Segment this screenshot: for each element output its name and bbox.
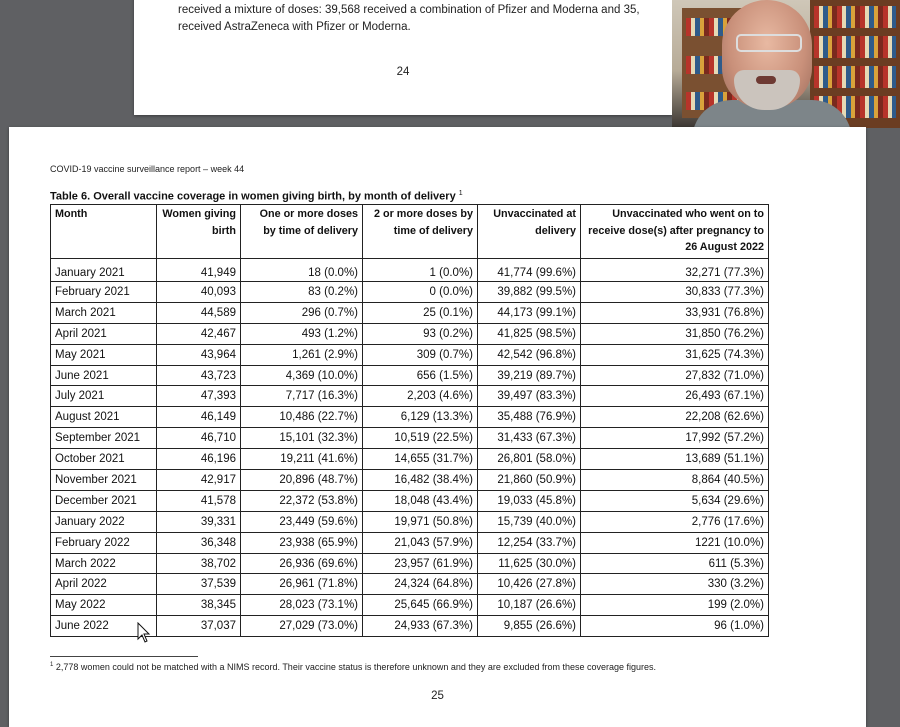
previous-page	[134, 0, 672, 115]
value-cell: 46,710	[157, 428, 241, 449]
value-cell: 41,774 (99.6%)	[478, 259, 581, 282]
value-cell: 27,832 (71.0%)	[581, 365, 769, 386]
value-cell: 38,702	[157, 553, 241, 574]
value-cell: 21,043 (57.9%)	[363, 532, 478, 553]
month-cell: November 2021	[51, 470, 157, 491]
value-cell: 26,936 (69.6%)	[241, 553, 363, 574]
value-cell: 33,931 (76.8%)	[581, 302, 769, 323]
value-cell: 43,723	[157, 365, 241, 386]
value-cell: 39,331	[157, 511, 241, 532]
value-cell: 42,467	[157, 323, 241, 344]
table-row	[51, 344, 769, 365]
value-cell: 10,426 (27.8%)	[478, 574, 581, 595]
value-cell: 44,173 (99.1%)	[478, 302, 581, 323]
value-cell: 42,542 (96.8%)	[478, 344, 581, 365]
previous-page-text-line: received a mixture of doses: 39,568 received a combination of Pfizer and Moderna and 35,	[178, 4, 640, 16]
table-row	[51, 595, 769, 616]
value-cell: 19,033 (45.8%)	[478, 490, 581, 511]
value-cell: 46,149	[157, 407, 241, 428]
value-cell: 47,393	[157, 386, 241, 407]
value-cell: 27,029 (73.0%)	[241, 616, 363, 637]
footnote	[50, 662, 656, 672]
month-cell: April 2021	[51, 323, 157, 344]
value-cell: 15,739 (40.0%)	[478, 511, 581, 532]
value-cell: 22,208 (62.6%)	[581, 407, 769, 428]
table-title	[50, 190, 463, 203]
value-cell: 1,261 (2.9%)	[241, 344, 363, 365]
table-row	[51, 282, 769, 303]
value-cell: 199 (2.0%)	[581, 595, 769, 616]
value-cell: 18 (0.0%)	[241, 259, 363, 282]
month-cell: January 2021	[51, 259, 157, 282]
mouse-cursor-icon	[137, 622, 151, 644]
month-cell: March 2022	[51, 553, 157, 574]
table-row	[51, 407, 769, 428]
month-cell: October 2021	[51, 449, 157, 470]
column-header: Women giving birth	[157, 205, 241, 259]
table-row	[51, 259, 769, 282]
value-cell: 40,093	[157, 282, 241, 303]
month-cell: February 2021	[51, 282, 157, 303]
webcam-overlay	[672, 0, 900, 128]
value-cell: 309 (0.7%)	[363, 344, 478, 365]
value-cell: 330 (3.2%)	[581, 574, 769, 595]
previous-page-text-line: received AstraZeneca with Pfizer or Moderna.	[178, 21, 411, 33]
value-cell: 18,048 (43.4%)	[363, 490, 478, 511]
value-cell: 37,037	[157, 616, 241, 637]
value-cell: 8,864 (40.5%)	[581, 470, 769, 491]
table-row	[51, 490, 769, 511]
column-header: Unvaccinated who went on to receive dose(s) after pregnancy to 26 August 2022	[581, 205, 769, 259]
column-header: Unvaccinated at delivery	[478, 205, 581, 259]
table-row	[51, 553, 769, 574]
value-cell: 32,271 (77.3%)	[581, 259, 769, 282]
month-cell: March 2021	[51, 302, 157, 323]
value-cell: 35,488 (76.9%)	[478, 407, 581, 428]
value-cell: 0 (0.0%)	[363, 282, 478, 303]
value-cell: 15,101 (32.3%)	[241, 428, 363, 449]
value-cell: 39,219 (89.7%)	[478, 365, 581, 386]
value-cell: 11,625 (30.0%)	[478, 553, 581, 574]
value-cell: 2,776 (17.6%)	[581, 511, 769, 532]
value-cell: 1 (0.0%)	[363, 259, 478, 282]
month-cell: July 2021	[51, 386, 157, 407]
value-cell: 25,645 (66.9%)	[363, 595, 478, 616]
footnote-divider	[50, 656, 198, 657]
value-cell: 6,129 (13.3%)	[363, 407, 478, 428]
footnote-marker: 1	[50, 662, 54, 668]
value-cell: 296 (0.7%)	[241, 302, 363, 323]
value-cell: 36,348	[157, 532, 241, 553]
value-cell: 38,345	[157, 595, 241, 616]
value-cell: 20,896 (48.7%)	[241, 470, 363, 491]
table-row	[51, 323, 769, 344]
value-cell: 2,203 (4.6%)	[363, 386, 478, 407]
value-cell: 4,369 (10.0%)	[241, 365, 363, 386]
month-cell: February 2022	[51, 532, 157, 553]
value-cell: 19,211 (41.6%)	[241, 449, 363, 470]
value-cell: 493 (1.2%)	[241, 323, 363, 344]
column-header: Month	[51, 205, 157, 259]
month-cell: May 2021	[51, 344, 157, 365]
value-cell: 39,882 (99.5%)	[478, 282, 581, 303]
value-cell: 611 (5.3%)	[581, 553, 769, 574]
month-cell: June 2021	[51, 365, 157, 386]
value-cell: 46,196	[157, 449, 241, 470]
value-cell: 96 (1.0%)	[581, 616, 769, 637]
value-cell: 31,625 (74.3%)	[581, 344, 769, 365]
table-row	[51, 302, 769, 323]
value-cell: 9,855 (26.6%)	[478, 616, 581, 637]
column-header: One or more doses by time of delivery	[241, 205, 363, 259]
value-cell: 656 (1.5%)	[363, 365, 478, 386]
value-cell: 23,449 (59.6%)	[241, 511, 363, 532]
month-cell: June 2022	[51, 616, 157, 637]
previous-page-number: 24	[396, 66, 410, 78]
value-cell: 26,801 (58.0%)	[478, 449, 581, 470]
value-cell: 14,655 (31.7%)	[363, 449, 478, 470]
value-cell: 83 (0.2%)	[241, 282, 363, 303]
month-cell: September 2021	[51, 428, 157, 449]
month-cell: May 2022	[51, 595, 157, 616]
value-cell: 41,578	[157, 490, 241, 511]
value-cell: 31,850 (76.2%)	[581, 323, 769, 344]
report-header: COVID-19 vaccine surveillance report – week 44	[50, 164, 245, 174]
value-cell: 93 (0.2%)	[363, 323, 478, 344]
table-body	[51, 259, 769, 637]
vaccine-coverage-table	[50, 204, 769, 637]
value-cell: 28,023 (73.1%)	[241, 595, 363, 616]
value-cell: 23,957 (61.9%)	[363, 553, 478, 574]
month-cell: December 2021	[51, 490, 157, 511]
table-row	[51, 449, 769, 470]
footnote-marker: 1	[458, 190, 463, 197]
table-title-text: Table 6. Overall vaccine coverage in women giving birth, by month of delivery	[50, 190, 456, 203]
presenter-glasses	[736, 34, 802, 52]
value-cell: 43,964	[157, 344, 241, 365]
value-cell: 12,254 (33.7%)	[478, 532, 581, 553]
table-row	[51, 428, 769, 449]
page-number: 25	[431, 690, 444, 702]
table-row	[51, 511, 769, 532]
value-cell: 21,860 (50.9%)	[478, 470, 581, 491]
value-cell: 37,539	[157, 574, 241, 595]
table-row	[51, 386, 769, 407]
column-header: 2 or more doses by time of delivery	[363, 205, 478, 259]
table-header-row	[51, 205, 769, 259]
table-row	[51, 574, 769, 595]
value-cell: 26,493 (67.1%)	[581, 386, 769, 407]
value-cell: 19,971 (50.8%)	[363, 511, 478, 532]
value-cell: 25 (0.1%)	[363, 302, 478, 323]
value-cell: 5,634 (29.6%)	[581, 490, 769, 511]
value-cell: 41,949	[157, 259, 241, 282]
month-cell: January 2022	[51, 511, 157, 532]
value-cell: 23,938 (65.9%)	[241, 532, 363, 553]
value-cell: 39,497 (83.3%)	[478, 386, 581, 407]
value-cell: 24,324 (64.8%)	[363, 574, 478, 595]
value-cell: 10,187 (26.6%)	[478, 595, 581, 616]
value-cell: 24,933 (67.3%)	[363, 616, 478, 637]
presenter-mouth	[756, 76, 776, 84]
value-cell: 26,961 (71.8%)	[241, 574, 363, 595]
value-cell: 42,917	[157, 470, 241, 491]
value-cell: 1221 (10.0%)	[581, 532, 769, 553]
value-cell: 31,433 (67.3%)	[478, 428, 581, 449]
month-cell: April 2022	[51, 574, 157, 595]
value-cell: 22,372 (53.8%)	[241, 490, 363, 511]
month-cell: August 2021	[51, 407, 157, 428]
value-cell: 44,589	[157, 302, 241, 323]
value-cell: 10,519 (22.5%)	[363, 428, 478, 449]
value-cell: 13,689 (51.1%)	[581, 449, 769, 470]
value-cell: 41,825 (98.5%)	[478, 323, 581, 344]
value-cell: 30,833 (77.3%)	[581, 282, 769, 303]
footnote-text: 2,778 women could not be matched with a NIMS record. Their vaccine status is therefore unknown and they are excluded from these coverage figures.	[55, 662, 657, 672]
value-cell: 10,486 (22.7%)	[241, 407, 363, 428]
value-cell: 16,482 (38.4%)	[363, 470, 478, 491]
table-row	[51, 532, 769, 553]
value-cell: 7,717 (16.3%)	[241, 386, 363, 407]
value-cell: 17,992 (57.2%)	[581, 428, 769, 449]
table-row	[51, 470, 769, 491]
table-row	[51, 365, 769, 386]
table-row	[51, 616, 769, 637]
